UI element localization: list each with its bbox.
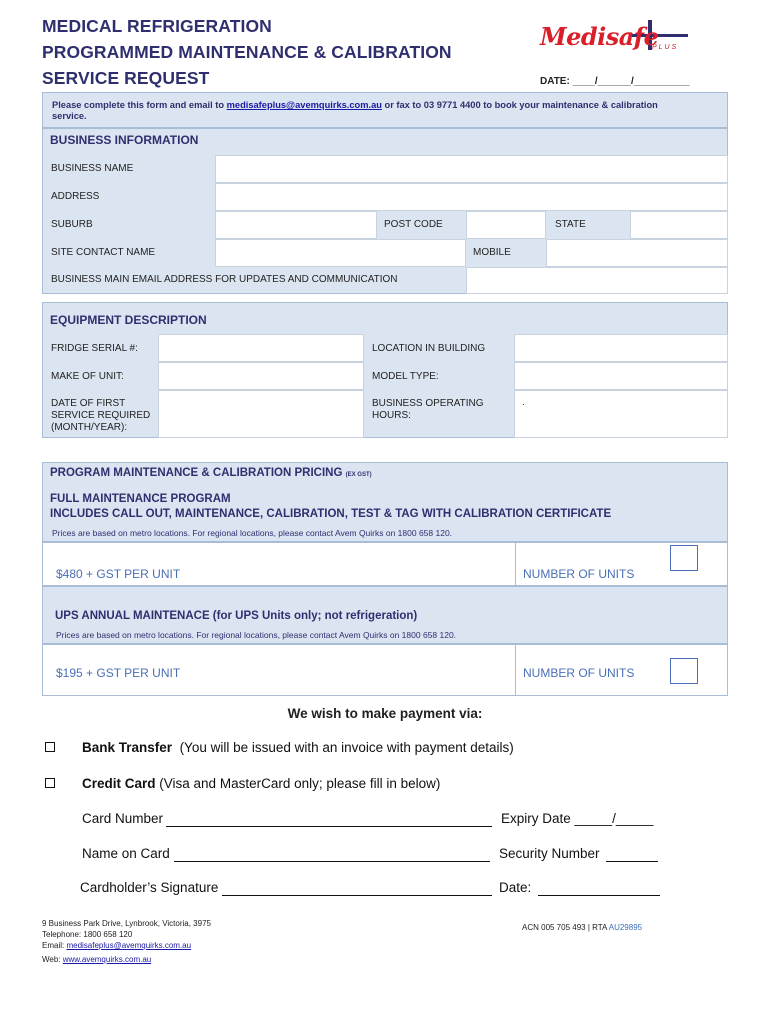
- site-contact-input[interactable]: [215, 239, 466, 267]
- ups-price: $195 + GST PER UNIT: [56, 666, 181, 680]
- pricing-heading: PROGRAM MAINTENANCE & CALIBRATION PRICING (EX GST): [50, 467, 372, 479]
- name-on-card-input[interactable]: [174, 861, 490, 862]
- name-on-card-label: Name on Card: [82, 846, 170, 861]
- suburb-input[interactable]: [215, 211, 377, 239]
- operating-hours-label: BUSINESS OPERATING HOURS:: [372, 398, 484, 421]
- location-label: LOCATION IN BUILDING: [372, 343, 486, 354]
- title-line-1: MEDICAL REFRIGERATION: [42, 16, 272, 36]
- equipment-heading: EQUIPMENT DESCRIPTION: [50, 313, 207, 327]
- date-field[interactable]: DATE: ____/______/__________: [540, 76, 690, 87]
- ups-title: UPS ANNUAL MAINTENACE (for UPS Units only; not refrigeration): [55, 610, 418, 622]
- ups-units-input[interactable]: [670, 658, 698, 684]
- suburb-label: SUBURB: [51, 219, 93, 230]
- full-program-note: Prices are based on metro locations. For regional locations, please contact Avem Quirks on 1800 658 120.: [52, 528, 453, 538]
- signature-date-input[interactable]: [538, 895, 660, 896]
- footer-acn: ACN 005 705 493 | RTA AU29895: [522, 923, 643, 932]
- signature-date-label: Date:: [499, 880, 532, 895]
- ups-units-label: NUMBER OF UNITS: [523, 666, 635, 680]
- bank-transfer-checkbox[interactable]: [45, 742, 55, 752]
- ups-note: Prices are based on metro locations. For regional locations, please contact Avem Quirks on 1800 658 120.: [56, 630, 457, 640]
- footer-telephone: Telephone: 1800 658 120: [42, 930, 133, 939]
- title-line-3: SERVICE REQUEST: [42, 68, 210, 88]
- business-name-input[interactable]: [215, 155, 728, 183]
- bank-transfer-option: Bank Transfer (You will be issued with an invoice with payment details): [82, 740, 514, 755]
- mobile-label: MOBILE: [473, 247, 511, 258]
- card-number-label: Card Number: [82, 811, 164, 826]
- fridge-serial-input[interactable]: [158, 334, 364, 362]
- full-program-title: FULL MAINTENANCE PROGRAM: [50, 493, 231, 505]
- state-input[interactable]: [630, 211, 728, 239]
- make-input[interactable]: [158, 362, 364, 390]
- footer-web-link[interactable]: www.avemquirks.com.au: [62, 955, 152, 964]
- operating-hours-value: .: [522, 397, 525, 408]
- footer-email-link[interactable]: medisafeplus@avemquirks.com.au: [66, 941, 192, 950]
- business-email-input[interactable]: [466, 267, 728, 294]
- fridge-serial-label: FRIDGE SERIAL #:: [51, 343, 138, 354]
- credit-card-checkbox[interactable]: [45, 778, 55, 788]
- state-label: STATE: [555, 219, 586, 230]
- logo-sub: PLUS: [652, 44, 679, 51]
- first-service-input[interactable]: [158, 390, 364, 438]
- signature-label: Cardholder’s Signature: [80, 880, 219, 895]
- footer-email: Email: medisafeplus@avemquirks.com.au: [42, 941, 192, 950]
- business-name-label: BUSINESS NAME: [51, 163, 134, 174]
- credit-card-option: Credit Card (Visa and MasterCard only; please fill in below): [82, 776, 441, 791]
- full-program-price: $480 + GST PER UNIT: [56, 567, 181, 581]
- mobile-input[interactable]: [546, 239, 728, 267]
- location-input[interactable]: [514, 334, 728, 362]
- footer-address: 9 Business Park Drive, Lynbrook, Victoria, 3975: [42, 919, 211, 928]
- expiry-date-field[interactable]: Expiry Date _____/_____: [501, 811, 654, 826]
- model-label: MODEL TYPE:: [372, 371, 439, 382]
- operating-hours-input[interactable]: [514, 390, 728, 438]
- address-input[interactable]: [215, 183, 728, 211]
- make-label: MAKE OF UNIT:: [51, 371, 124, 382]
- footer-web: Web: www.avemquirks.com.au: [42, 955, 152, 964]
- footer-contact: [42, 918, 211, 965]
- logo-text: Medisafe: [540, 22, 659, 51]
- model-input[interactable]: [514, 362, 728, 390]
- business-heading: BUSINESS INFORMATION: [50, 133, 199, 147]
- medisafe-logo: [540, 20, 690, 60]
- full-row-divider: [515, 542, 516, 586]
- full-program-subtitle: INCLUDES CALL OUT, MAINTENANCE, CALIBRATION, TEST & TAG WITH CALIBRATION CERTIFICATE: [50, 508, 612, 520]
- ups-row-divider: [515, 644, 516, 696]
- business-email-label: BUSINESS MAIN EMAIL ADDRESS FOR UPDATES AND COMMUNICATION: [51, 274, 398, 285]
- payment-heading: We wish to make payment via:: [287, 706, 483, 721]
- full-program-units-input[interactable]: [670, 545, 698, 571]
- notice-text: Please complete this form and email to medisafeplus@avemquirks.com.au or fax to 03 9771 4400 to book your maintenance & calibration service.: [52, 100, 658, 121]
- signature-input[interactable]: [222, 895, 492, 896]
- postcode-input[interactable]: [466, 211, 546, 239]
- card-number-input[interactable]: [166, 826, 492, 827]
- first-service-label: DATE OF FIRST SERVICE REQUIRED (MONTH/YEAR):: [51, 398, 151, 433]
- full-program-units-label: NUMBER OF UNITS: [523, 567, 635, 581]
- notice-email-link[interactable]: medisafeplus@avemquirks.com.au: [226, 100, 382, 110]
- postcode-label: POST CODE: [384, 219, 443, 230]
- security-number-input[interactable]: [606, 861, 658, 862]
- address-label: ADDRESS: [51, 191, 100, 202]
- site-contact-label: SITE CONTACT NAME: [51, 247, 156, 258]
- title-line-2: PROGRAMMED MAINTENANCE & CALIBRATION: [42, 42, 452, 62]
- security-number-label: Security Number: [499, 846, 600, 861]
